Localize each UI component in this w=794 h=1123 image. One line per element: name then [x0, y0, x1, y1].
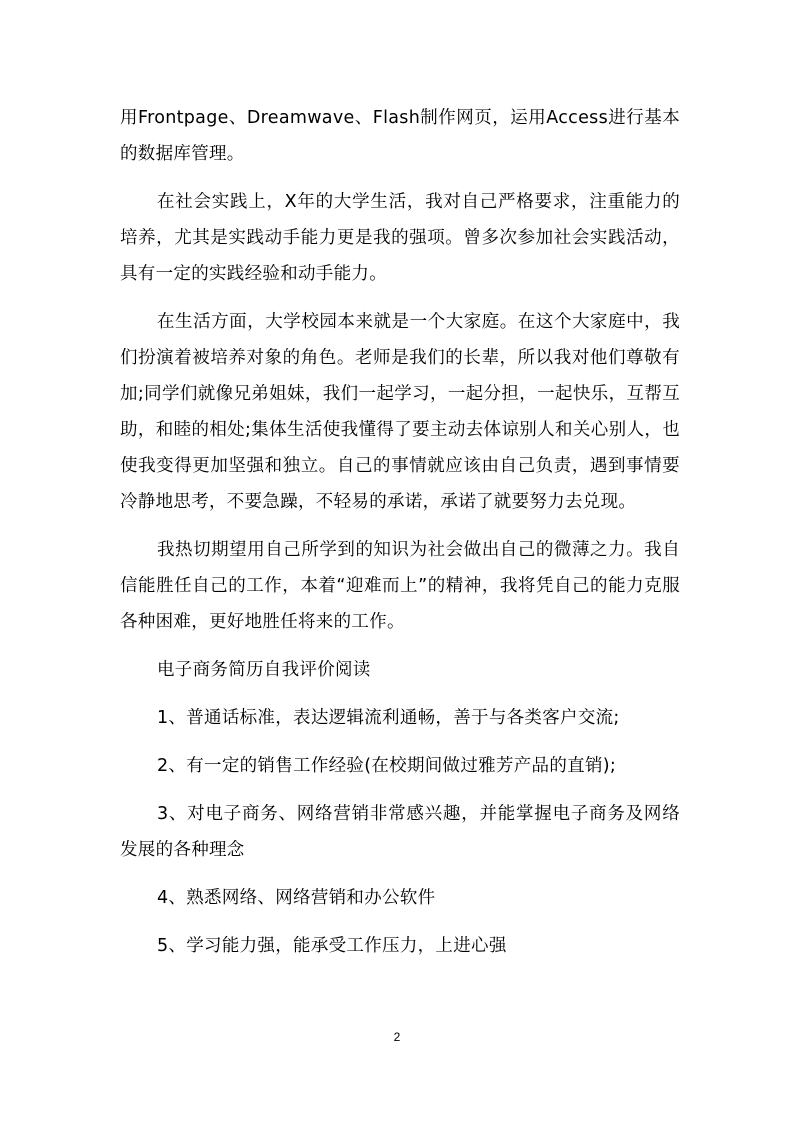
- list-item: 5、学习能力强，能承受工作压力，上进心强: [157, 936, 507, 956]
- document-body: [120, 100, 680, 964]
- paragraph-aspiration: 我热切期望用自己所学到的知识为社会做出自己的微薄之力。我自信能胜任自己的工作，本着“迎难而上”的精神，我将凭自己的能力克服各种困难，更好地胜任将来的工作。: [120, 540, 680, 632]
- list-item: 2、有一定的销售工作经验(在校期间做过雅芳产品的直销);: [157, 756, 617, 776]
- page-number: 2: [393, 1030, 401, 1044]
- list-item: 4、熟悉网络、网络营销和办公软件: [157, 888, 436, 908]
- paragraph-software-skills: 用Frontpage、Dreamwave、Flash制作网页，运用Access进行基本的数据库管理。: [120, 108, 680, 164]
- paragraph-social-practice: 在社会实践上，X年的大学生活，我对自己严格要求，注重能力的培养，尤其是实践动手能力更是我的强项。曾多次参加社会实践活动，具有一定的实践经验和动手能力。: [120, 192, 680, 284]
- list-item: 3、对电子商务、网络营销非常感兴趣，并能掌握电子商务及网络发展的各种理念: [120, 804, 680, 860]
- paragraph-campus-life: 在生活方面，大学校园本来就是一个大家庭。在这个大家庭中，我们扮演着被培养对象的角色。老师是我们的长辈，所以我对他们尊敬有加;同学们就像兄弟姐妹，我们一起学习，一起分担，一起快乐，互帮互助，和睦的相处;集体生活使我懂得了要主动去体谅别人和关心别人，也使我变得更加坚强和独立。自己的事情就应该由自己负责，遇到事情要冷静地思考，不要急躁，不轻易的承诺，承诺了就要努力去兑现。: [120, 312, 680, 512]
- section-heading: 电子商务简历自我评价阅读: [157, 660, 371, 680]
- list-item: 1、普通话标准，表达逻辑流利通畅，善于与各类客户交流;: [157, 708, 620, 728]
